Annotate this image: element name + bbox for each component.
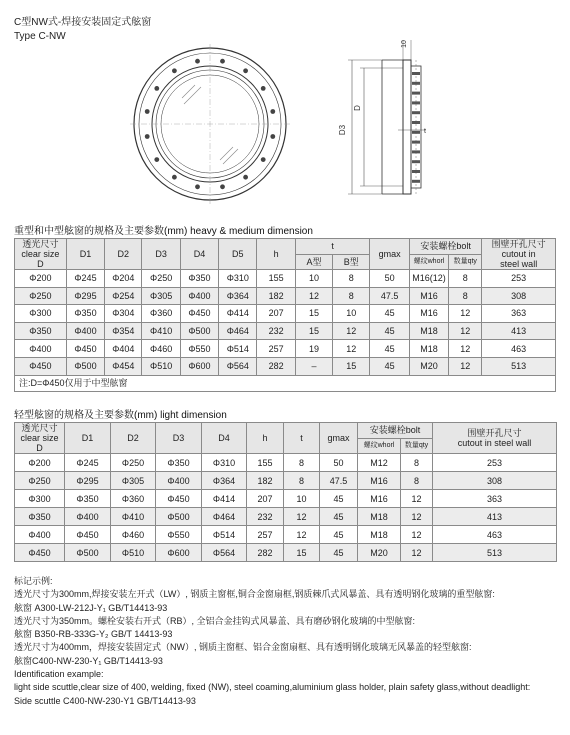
table-cell: Φ410: [111, 508, 156, 526]
table-cell: 8: [333, 270, 370, 288]
col-t: t: [284, 423, 320, 454]
table-cell: 8: [449, 287, 482, 305]
table-cell: Φ464: [202, 508, 247, 526]
example-2-code: 舷窗 B350-RB-333G-Y₂ GB/T 14413-93: [14, 629, 173, 640]
table-cell: Φ250: [15, 472, 65, 490]
table-cell: 463: [482, 340, 556, 358]
table-row: [15, 305, 556, 323]
table-cell: 8: [449, 270, 482, 288]
table-cell: Φ364: [202, 472, 247, 490]
table-cell: 12: [449, 322, 482, 340]
bolt-hole: [154, 157, 159, 162]
table-cell: Φ410: [142, 322, 180, 340]
marking-title: 标记示例:: [14, 576, 53, 586]
clear-size-en: clear size: [21, 249, 60, 259]
table-cell: Φ360: [111, 490, 156, 508]
table-cell: Φ250: [15, 287, 67, 305]
table-cell: Φ400: [15, 340, 67, 358]
table-cell: 8: [333, 287, 370, 305]
table-cell: 207: [257, 305, 295, 323]
col-t-b: B型: [333, 254, 370, 270]
table-cell: M18: [358, 526, 401, 544]
identification-title: Identification example:: [14, 669, 104, 680]
table-cell: Φ600: [180, 357, 218, 375]
page-title: C型NW式-焊接安装固定式舷窗: [14, 17, 152, 28]
table-cell: 45: [320, 526, 358, 544]
bolt-hole: [172, 68, 177, 73]
table-cell: Φ450: [180, 305, 218, 323]
table-cell: 232: [247, 508, 284, 526]
table-cell: 12: [401, 508, 433, 526]
col-d2: D2: [111, 423, 156, 454]
table-cell: M12: [358, 454, 401, 472]
table-cell: 45: [370, 305, 409, 323]
table-cell: Φ250: [111, 454, 156, 472]
dim-top-label: 10: [401, 40, 408, 48]
side-bolt: [412, 131, 420, 134]
table-cell: 19: [295, 340, 332, 358]
table-row: [15, 270, 556, 288]
table-cell: 8: [284, 454, 320, 472]
table-cell: Φ550: [156, 526, 202, 544]
col-d1: D1: [65, 423, 111, 454]
table-cell: 257: [247, 526, 284, 544]
bolt-hole: [154, 86, 159, 91]
light-table: [14, 422, 557, 562]
col-cutout: [433, 423, 557, 454]
table-cell: 513: [433, 544, 557, 562]
table-cell: 282: [247, 544, 284, 562]
clear-size-d: D: [37, 259, 44, 269]
table-cell: 45: [370, 322, 409, 340]
table-cell: M16(12): [409, 270, 448, 288]
table-cell: Φ500: [156, 508, 202, 526]
identification-desc: light side scuttle,clear size of 400, welding, fixed (NW), steel coaming,aluminium glass holder, plain safety glass,without deadlight:: [14, 682, 531, 693]
table-cell: Φ304: [105, 305, 142, 323]
bolt-hole: [270, 109, 275, 114]
side-bolt: [412, 82, 420, 85]
table-cell: Φ350: [156, 454, 202, 472]
table-cell: M16: [409, 287, 448, 305]
clear-size-d: D: [36, 443, 43, 453]
table-cell: Φ350: [180, 270, 218, 288]
table-cell: Φ460: [142, 340, 180, 358]
table-cell: Φ400: [156, 472, 202, 490]
table-cell: 253: [433, 454, 557, 472]
cutout-en2: steel wall: [500, 259, 538, 269]
table-cell: Φ360: [142, 305, 180, 323]
table-row: [15, 287, 556, 305]
col-gmax: gmax: [320, 423, 358, 454]
col-d1: D1: [66, 239, 104, 270]
col-clear-size: [15, 239, 67, 270]
table-cell: 12: [449, 340, 482, 358]
table-cell: 253: [482, 270, 556, 288]
table-cell: 10: [284, 490, 320, 508]
dim-d-label: D: [353, 105, 362, 111]
example-2-desc: 透光尺寸为350mm。螺栓安装右开式（RB）, 全铝合金挂钩式风暴盖、具有磨砂钢化玻璃的中型舷窗:: [14, 615, 416, 626]
table-row: [15, 544, 557, 562]
bolt-hole: [220, 184, 225, 189]
table-row: [15, 490, 557, 508]
col-clear-size: [15, 423, 65, 454]
page-subtitle: Type C-NW: [14, 31, 66, 42]
side-bolt: [412, 150, 420, 153]
example-1-desc: 透光尺寸为300mm,焊接安装左开式（LW）, 钢质主窗框,铜合金窗扇框,钢质棘爪式风暴盖、具有透明钢化玻璃的重型舷窗:: [14, 589, 495, 600]
table-cell: 12: [333, 322, 370, 340]
table-cell: Φ254: [105, 287, 142, 305]
table-cell: 363: [482, 305, 556, 323]
table-cell: Φ350: [65, 490, 111, 508]
table-cell: Φ400: [65, 508, 111, 526]
table-cell: 12: [284, 508, 320, 526]
table-cell: M20: [358, 544, 401, 562]
table-cell: Φ400: [15, 526, 65, 544]
clear-size-cn: 透光尺寸: [21, 423, 58, 433]
bolt-hole: [145, 109, 150, 114]
table-cell: 45: [320, 490, 358, 508]
table-cell: Φ450: [15, 357, 67, 375]
table-cell: 8: [401, 454, 433, 472]
table-cell: Φ500: [65, 544, 111, 562]
bolt-hole: [172, 175, 177, 180]
table-cell: M18: [409, 322, 448, 340]
table-cell: 182: [257, 287, 295, 305]
table-cell: 45: [370, 340, 409, 358]
table-cell: Φ200: [15, 270, 67, 288]
col-d2: D2: [105, 239, 142, 270]
table-cell: 50: [370, 270, 409, 288]
table-cell: Φ450: [66, 340, 104, 358]
table-cell: Φ310: [219, 270, 257, 288]
bolt-hole: [243, 68, 248, 73]
table-cell: Φ414: [219, 305, 257, 323]
col-d4: D4: [180, 239, 218, 270]
table-cell: Φ305: [142, 287, 180, 305]
table-cell: Φ350: [15, 322, 67, 340]
table-row: [15, 340, 556, 358]
col-t: t: [295, 239, 370, 255]
scuttle-drawing: [120, 30, 470, 210]
col-qty: 数量qty: [401, 438, 433, 454]
table-cell: Φ305: [111, 472, 156, 490]
bolt-hole: [195, 59, 200, 64]
table-cell: Φ450: [65, 526, 111, 544]
table-cell: 363: [433, 490, 557, 508]
table-row: [15, 322, 556, 340]
table-cell: 15: [295, 305, 332, 323]
front-view: [130, 44, 290, 204]
side-bolt: [412, 101, 420, 104]
side-bolt: [412, 72, 420, 75]
side-bolt: [412, 111, 420, 114]
table-cell: Φ250: [142, 270, 180, 288]
table-row: [15, 526, 557, 544]
table-cell: 12: [401, 544, 433, 562]
col-h: h: [257, 239, 295, 270]
table-cell: Φ364: [219, 287, 257, 305]
table-cell: 10: [295, 270, 332, 288]
table-cell: 413: [482, 322, 556, 340]
clear-size-en: clear size: [20, 433, 59, 443]
table-cell: M18: [358, 508, 401, 526]
side-view: [348, 40, 426, 194]
table-cell: Φ404: [105, 340, 142, 358]
side-bolt: [412, 160, 420, 163]
table-cell: Φ450: [15, 544, 65, 562]
table-cell: 308: [482, 287, 556, 305]
table-cell: Φ400: [66, 322, 104, 340]
table-cell: Φ200: [15, 454, 65, 472]
table-cell: Φ550: [180, 340, 218, 358]
table-row: [15, 357, 556, 375]
table-cell: Φ464: [219, 322, 257, 340]
table-cell: 12: [401, 490, 433, 508]
bolt-hole: [270, 134, 275, 139]
side-bolt: [412, 180, 420, 183]
table-cell: Φ300: [15, 490, 65, 508]
table-cell: 47.5: [370, 287, 409, 305]
col-whorl: 螺纹whorl: [358, 438, 401, 454]
cutout-en: cutout in steel wall: [457, 438, 532, 448]
table-cell: 10: [333, 305, 370, 323]
example-3-code: 舷窗C400-NW-230-Y₁ GB/T14413-93: [14, 655, 163, 666]
col-h: h: [247, 423, 284, 454]
table-cell: 155: [257, 270, 295, 288]
table-cell: 50: [320, 454, 358, 472]
table-cell: 12: [449, 305, 482, 323]
col-cutout: [482, 239, 556, 270]
table-cell: Φ500: [66, 357, 104, 375]
cutout-cn: 围壁开孔尺寸: [491, 239, 546, 249]
col-qty: 数量qty: [449, 254, 482, 270]
table-cell: 15: [295, 322, 332, 340]
table-cell: 513: [482, 357, 556, 375]
table-cell: 207: [247, 490, 284, 508]
col-whorl: 螺纹whorl: [409, 254, 448, 270]
example-1-code: 舷窗 A300-LW-212J-Y₁ GB/T14413-93: [14, 602, 168, 613]
table-cell: Φ514: [202, 526, 247, 544]
table-cell: 282: [257, 357, 295, 375]
clear-size-cn: 透光尺寸: [22, 239, 59, 249]
heavy-table-title: 重型和中型舷窗的规格及主要参数(mm) heavy & medium dimension: [14, 226, 313, 237]
table-cell: Φ500: [180, 322, 218, 340]
table-cell: Φ354: [105, 322, 142, 340]
bolt-hole: [261, 86, 266, 91]
table-cell: 8: [401, 472, 433, 490]
table-cell: Φ454: [105, 357, 142, 375]
table-cell: 463: [433, 526, 557, 544]
bolt-hole: [145, 134, 150, 139]
table-cell: 8: [284, 472, 320, 490]
table-cell: 182: [247, 472, 284, 490]
table-cell: 308: [433, 472, 557, 490]
table-cell: 12: [284, 526, 320, 544]
table-cell: 12: [295, 287, 332, 305]
table-cell: Φ564: [202, 544, 247, 562]
cutout-en1: cutout in: [501, 249, 536, 259]
table-cell: Φ400: [180, 287, 218, 305]
table-cell: 47.5: [320, 472, 358, 490]
table-cell: Φ414: [202, 490, 247, 508]
dim-t-label: t: [424, 128, 426, 135]
bolt-hole: [243, 175, 248, 180]
bolt-hole: [220, 59, 225, 64]
col-d5: D5: [219, 239, 257, 270]
table-cell: Φ460: [111, 526, 156, 544]
table-cell: 155: [247, 454, 284, 472]
table-cell: Φ300: [15, 305, 67, 323]
table-cell: Φ600: [156, 544, 202, 562]
side-bolt: [412, 170, 420, 173]
example-3-desc: 透光尺寸为400mm，焊接安装固定式（NW）, 钢质主窗框、铝合金窗扇框、具有透明钢化玻璃无风暴盖的轻型舷窗:: [14, 642, 472, 653]
marking-notes: [14, 575, 559, 708]
table-cell: Φ514: [219, 340, 257, 358]
col-d3: D3: [142, 239, 180, 270]
table-cell: 257: [257, 340, 295, 358]
table-cell: 413: [433, 508, 557, 526]
col-bolt: 安装螺栓bolt: [358, 423, 433, 439]
table-cell: Φ450: [156, 490, 202, 508]
table-cell: 45: [320, 544, 358, 562]
identification-code: Side scuttle C400-NW-230-Y1 GB/T14413-93: [14, 695, 196, 706]
table-cell: 12: [401, 526, 433, 544]
table-cell: –: [295, 357, 332, 375]
table-row: [15, 454, 557, 472]
table-cell: M16: [409, 305, 448, 323]
table-cell: 15: [333, 357, 370, 375]
side-bolt: [412, 92, 420, 95]
table-cell: Φ310: [202, 454, 247, 472]
heavy-medium-table: [14, 238, 556, 392]
side-bolt: [412, 121, 420, 124]
bolt-hole: [195, 184, 200, 189]
light-table-title: 轻型舷窗的规格及主要参数(mm) light dimension: [14, 410, 227, 421]
table-cell: 12: [449, 357, 482, 375]
col-d3: D3: [156, 423, 202, 454]
col-d4: D4: [202, 423, 247, 454]
table-cell: M18: [409, 340, 448, 358]
cutout-cn: 围壁开孔尺寸: [467, 428, 522, 438]
col-bolt: 安装螺栓bolt: [409, 239, 482, 255]
table-cell: Φ564: [219, 357, 257, 375]
table-cell: 45: [370, 357, 409, 375]
heavy-table-note: 注:D=Φ450仅用于中型舷窗: [15, 375, 556, 391]
table-cell: Φ245: [65, 454, 111, 472]
table-cell: M20: [409, 357, 448, 375]
table-cell: 15: [284, 544, 320, 562]
table-cell: Φ295: [65, 472, 111, 490]
table-cell: Φ295: [66, 287, 104, 305]
table-cell: Φ510: [111, 544, 156, 562]
dim-d3-label: D3: [338, 124, 347, 136]
col-gmax: gmax: [370, 239, 409, 270]
table-cell: 232: [257, 322, 295, 340]
table-cell: Φ350: [66, 305, 104, 323]
table-cell: M16: [358, 490, 401, 508]
table-cell: Φ245: [66, 270, 104, 288]
side-bolt: [412, 141, 420, 144]
col-t-a: A型: [295, 254, 332, 270]
table-row: [15, 472, 557, 490]
table-cell: 12: [333, 340, 370, 358]
table-cell: Φ510: [142, 357, 180, 375]
table-cell: 45: [320, 508, 358, 526]
table-cell: Φ350: [15, 508, 65, 526]
table-cell: Φ204: [105, 270, 142, 288]
table-row: [15, 508, 557, 526]
table-cell: M16: [358, 472, 401, 490]
bolt-hole: [261, 157, 266, 162]
